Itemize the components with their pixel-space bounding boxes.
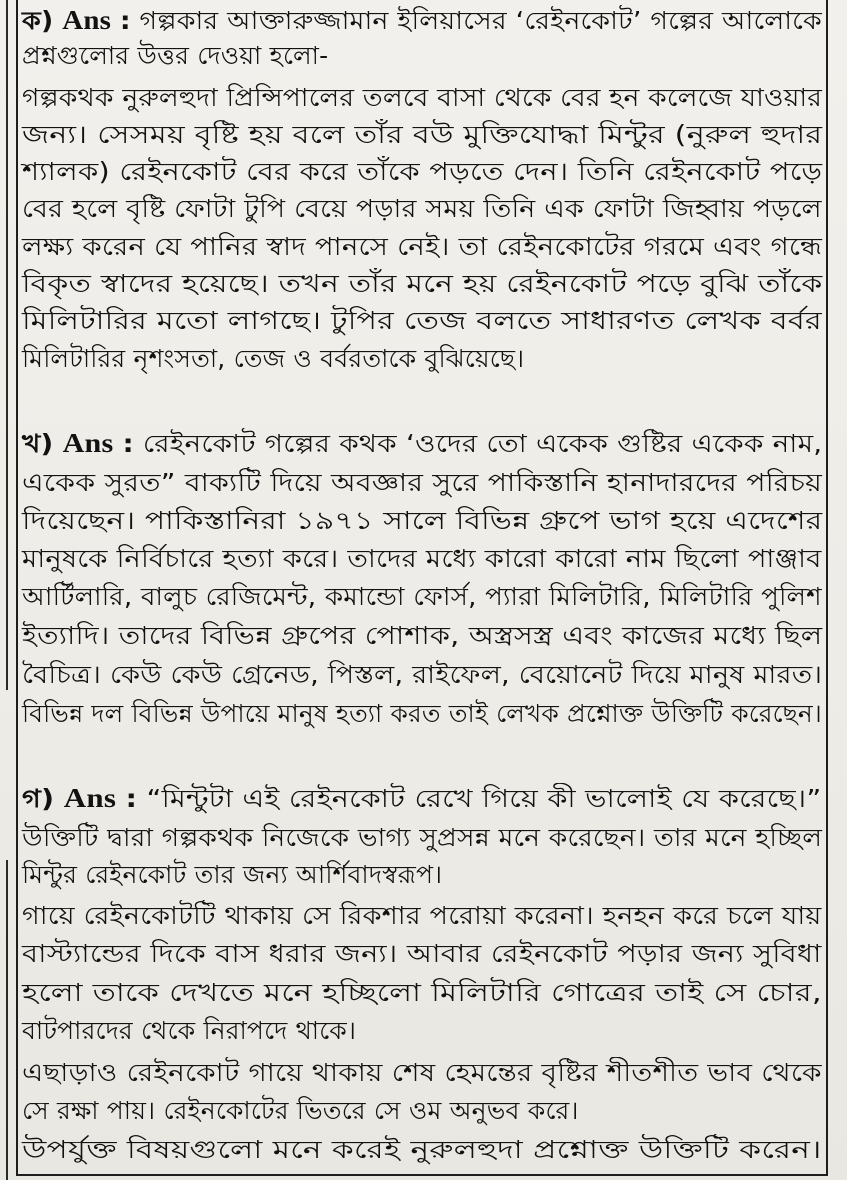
answer-ga-line-2: উক্তিটি দ্বারা গল্পকথক নিজেকে ভাগ্য সুপ্রসন্ন মনে করেছেন। তার মনে হচ্ছিল [22, 823, 823, 852]
answer-ga-line-5: বাস্ট্যান্ডের দিকে বাস ধরার জন্য। আবার রেইনকোট পড়ার জন্য সুবিধা [22, 939, 822, 968]
answer-ga-ans: Ans [63, 783, 117, 813]
answer-kha-line-1 [22, 427, 822, 459]
answer-kha-line-8: বিভিন্ন দল বিভিন্ন উপায়ে মানুষ হত্যা করত তাই লেখক প্রশ্নোক্ত উক্তিটি করেছেন। [22, 699, 823, 728]
answer-ga-line-3: মিন্টুর রেইনকোট তার জন্য আর্শিবাদস্বরূপ। [22, 860, 443, 889]
answer-kha-colon: : [122, 429, 134, 458]
answer-ga-line-4: গায়ে রেইনকোটটি থাকায় সে রিকশার পরোয়া করেনা। হনহন করে চলে যায় [22, 901, 822, 930]
answer-ka-line-5: শ্যালক) রেইনকোট বের করে তাঁকে পড়তে দেন। তিনি রেইনকোট পড়ে [22, 157, 823, 186]
answer-kha-line-5: আর্টিলারি, বালুচ রেজিমেন্ট, কমান্ডো ফোর্স, প্যারা মিলিটারি, মিলিটারি পুলিশ [22, 582, 822, 611]
answer-kha-line-3: দিয়েছেন। পাকিস্তানিরা ১৯৭১ সালে বিভিন্ন গ্রুপে ভাগ হয়ে এদেশের [22, 506, 823, 535]
answer-ka-ans: Ans [62, 5, 112, 35]
answer-ga-colon: : [125, 784, 138, 813]
answer-kha-line-4: মানুষকে নির্বিচারে হত্যা করে। তাদের মধ্যে কারো কারো নাম ছিলো পাঞ্জাব [22, 544, 822, 573]
answer-ka-line-7: লক্ষ্য করেন যে পানির স্বাদ পানসে নেই। তা রেইনকোটের গরমে এবং গন্ধে [22, 232, 823, 261]
answer-ka-text: গল্পকার আক্তারুজ্জামান ইলিয়াসের ‘রেইনকোট’ গল্পের আলোকে [130, 6, 822, 35]
answer-kha-ans: Ans [62, 428, 114, 458]
answer-ga-line-1 [22, 782, 821, 814]
answer-ka-line-6: বের হলে বৃষ্টি ফোটা টুপি বেয়ে পড়ার সময় তিনি এক ফোটা জিহ্বায় পড়লে [22, 194, 822, 223]
outer-column-rule-lower [6, 860, 8, 1180]
answer-ka-colon: : [119, 6, 131, 35]
answer-ga-line-9: সে রক্ষা পায়। রেইনকোটের ভিতরে সে ওম অনুভব করে। [22, 1096, 579, 1125]
outer-column-rule [6, 0, 8, 690]
answer-kha-line-2: একেক সুরত” বাক্যটি দিয়ে অবজ্ঞার সুরে পাকিস্তানি হানাদারদের পরিচয় [22, 468, 823, 497]
answer-ka-line-4: জন্য। সেসময় বৃষ্টি হয় বলে তাঁর বউ মুক্তিযোদ্ধা মিন্টুর (নুরুল হুদার [22, 120, 823, 149]
answer-ga-text: “মিন্টুটা এই রেইনকোট রেখে গিয়ে কী ভালোই যে করেছে।” [137, 784, 822, 813]
answer-kha-text: রেইনকোট গল্পের কথক ‘ওদের তো একেক গুষ্টির একেক নাম, [133, 429, 823, 458]
answer-ka-line-9: মিলিটারির মতো লাগছে। টুপির তেজ বলতে সাধারণত লেখক বর্বর [22, 306, 822, 335]
answer-ka-line-8: বিকৃত স্বাদের হয়েছে। তখন তাঁর মনে হয় রেইনকোট পড়ে বুঝি তাঁকে [22, 269, 823, 298]
answer-ga-line-7: বাটপারদের থেকে নিরাপদে থাকে। [22, 1016, 357, 1045]
answer-ga-line-8: এছাড়াও রেইনকোট গায়ে থাকায় শেষ হেমন্তের বৃষ্টির শীতশীত ভাব থেকে [22, 1058, 822, 1087]
answer-ka-label: ক) [22, 6, 54, 35]
answer-kha-label: খ) [22, 429, 54, 458]
answer-ga-label: গ) [22, 784, 55, 813]
answer-ga-line-6: হলো তাকে দেখতে মনে হচ্ছিলো মিলিটারি গোত্রের তাই সে চোর, [22, 978, 822, 1007]
answer-ga-line-10: উপর্যুক্ত বিষয়গুলো মনে করেই নুরুলহুদা প্রশ্নোক্ত উক্তিটি করেন। [22, 1135, 822, 1164]
answer-ka-line-2: প্রশ্নগুলোর উত্তর দেওয়া হলো- [22, 41, 329, 70]
answer-kha-line-7: বৈচিত্র। কেউ কেউ গ্রেনেড, পিস্তল, রাইফেল, বেয়োনেট দিয়ে মানুষ মারত। [22, 660, 823, 689]
answer-ka-line-1 [22, 4, 822, 36]
answer-kha-line-6: ইত্যাদি। তাদের বিভিন্ন গ্রুপের পোশাক, অস্ত্রসস্ত্র এবং কাজের মধ্যে ছিল [22, 621, 823, 650]
answer-ka-line-10: মিলিটারির নৃশংসতা, তেজ ও বর্বরতাকে বুঝিয়েছে। [22, 344, 525, 373]
answer-ka-line-3: গল্পকথক নুরুলহুদা প্রিন্সিপালের তলবে বাসা থেকে বের হন কলেজে যাওয়ার [22, 83, 823, 112]
